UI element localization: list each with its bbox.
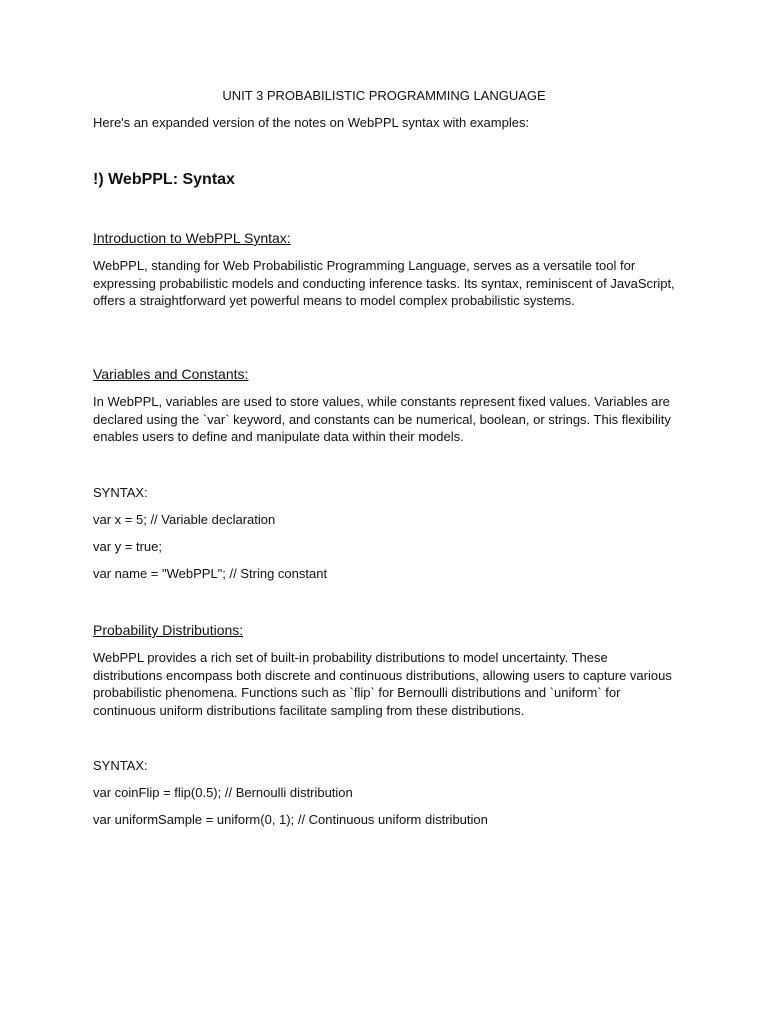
code-line: var coinFlip = flip(0.5); // Bernoulli distribution xyxy=(93,785,353,800)
section-heading: !) WebPPL: Syntax xyxy=(93,171,235,188)
distributions-subheading: Probability Distributions: xyxy=(93,622,244,638)
code-line: var y = true; xyxy=(93,539,162,554)
document-title: UNIT 3 PROBABILISTIC PROGRAMMING LANGUAGE xyxy=(222,88,546,103)
syntax-label: SYNTAX: xyxy=(93,485,148,500)
variables-paragraph: In WebPPL, variables are used to store values, while constants represent fixed values. Variables are declared using the `var` keyword, and constants can be numerical, boolean, or strings. This flexibility enables users to define and manipulate data within their models. xyxy=(93,394,671,444)
code-line: var uniformSample = uniform(0, 1); // Continuous uniform distribution xyxy=(93,812,488,827)
intro-subheading: Introduction to WebPPL Syntax: xyxy=(93,230,291,246)
intro-text: Here's an expanded version of the notes on WebPPL syntax with examples: xyxy=(93,115,530,130)
code-line: var x = 5; // Variable declaration xyxy=(93,512,276,527)
syntax-label: SYNTAX: xyxy=(93,758,148,773)
intro-paragraph: WebPPL, standing for Web Probabilistic Programming Language, serves as a versatile tool for expressing probabilistic models and conducting inference tasks. Its syntax, reminiscent of JavaScript, offers a straightforward yet powerful means to model complex probabilistic systems. xyxy=(93,258,675,308)
variables-subheading: Variables and Constants: xyxy=(93,366,249,382)
distributions-paragraph: WebPPL provides a rich set of built-in probability distributions to model uncertainty. These distributions encompass both discrete and continuous distributions, allowing users to capture various probabilistic phenomena. Functions such as `flip` for Bernoulli distributions and `uniform` for continuous uniform distributions facilitate sampling from these distributions. xyxy=(93,650,672,718)
code-line: var name = "WebPPL"; // String constant xyxy=(93,566,328,581)
